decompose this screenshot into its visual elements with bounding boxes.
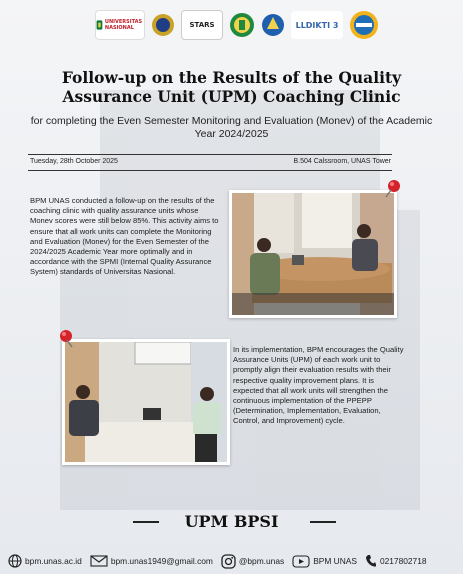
globe-icon [8, 554, 22, 568]
divider-bottom [28, 170, 392, 171]
page-title: Follow-up on the Results of the Quality Assurance Unit (UPM) Coaching Clinic [61, 68, 402, 106]
divider-top [28, 154, 392, 155]
unas-anniversary-logo [151, 11, 175, 39]
contact-website[interactable] [8, 554, 82, 568]
youtube-icon [292, 555, 310, 568]
lldikti-logo: LLDIKTI 3 [291, 11, 343, 39]
logo-strip [95, 8, 385, 42]
event-location: B.504 Calssroom, UNAS Tower [293, 158, 391, 165]
contact-youtube[interactable] [292, 555, 357, 568]
page-subtitle: for completing the Even Semester Monitoring and Evaluation (Monev) of the Academic Year 2024/2025 [30, 115, 433, 140]
contact-instagram[interactable] [221, 554, 284, 569]
body-paragraph-1: BPM UNAS conducted a follow-up on the results of the coaching clinic with quality assurance units whose Monev scores were still below 85%. This activity aims to ensure that all work units can complete the Monitoring and Evaluation (Monev) for the Even Semester of the 2024/2025 Academic Year more optimally and in accordance with the SPMI (Internal Quality Assurance System) standards of Universitas Nasional. [30, 196, 219, 277]
universitas-nasional-logo: UNIVERSITAS NASIONAL [95, 10, 145, 40]
pushpin-icon [384, 179, 402, 204]
event-date: Tuesday, 28th October 2025 [30, 158, 118, 165]
contact-bar [8, 552, 458, 570]
phone-text: 0217802718 [379, 556, 427, 566]
contact-phone[interactable] [365, 554, 427, 568]
email-text: bpm.unas1949@gmail.com [110, 556, 213, 566]
instagram-text: @bpm.unas [238, 556, 285, 566]
footer-dash-right [310, 521, 336, 523]
unggul-badge-logo [349, 11, 379, 39]
qs-stars-logo: STARS [181, 10, 223, 40]
instagram-icon [221, 554, 236, 569]
unas-emblem-logo [229, 11, 255, 39]
mail-icon [90, 555, 108, 567]
contact-email[interactable] [90, 555, 213, 567]
tut-wuri-handayani-logo [261, 11, 285, 39]
pushpin-icon [56, 329, 74, 354]
youtube-text: BPM UNAS [313, 556, 357, 566]
website-text: bpm.unas.ac.id [25, 556, 82, 566]
footer-brand: UPM BPSI [184, 512, 279, 531]
meeting-photo-1 [229, 190, 397, 318]
body-paragraph-2: In its implementation, BPM encourages the Quality Assurance Units (UPM) of each work unit to promptly align their evaluation results with their respective quality improvement plans. It is expected that all work units will strengthen the continuous implementation of the PPEPP (Determination, Implementation, Evaluation, Control, and Improvement) cycle. [233, 345, 404, 426]
phone-icon [365, 554, 377, 568]
meeting-photo-2 [62, 339, 230, 465]
